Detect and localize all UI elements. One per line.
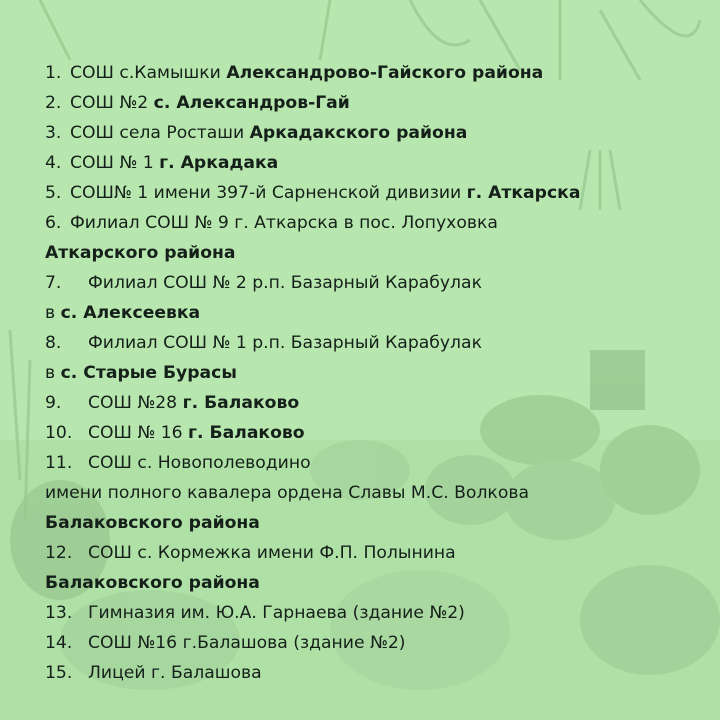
list-item: 12. СОШ с. Кормежка имени Ф.П. Полынина bbox=[45, 538, 456, 568]
list-item: 5. СОШ№ 1 имени 397-й Сарненской дивизии г. Аткарска bbox=[45, 178, 580, 208]
list-item: 2. СОШ №2 с. Александров-Гай bbox=[45, 88, 350, 118]
item-number: 12. bbox=[45, 543, 73, 563]
item-number: 9. bbox=[45, 393, 62, 413]
list-item: 1. СОШ с.Камышки Александрово-Гайского района bbox=[45, 58, 543, 88]
list-item: 10. СОШ № 16 г. Балаково bbox=[45, 418, 305, 448]
item-number: 15. bbox=[45, 663, 73, 683]
item-number: 10. bbox=[45, 423, 73, 443]
list-item-continuation: в с. Алексеевка bbox=[45, 303, 201, 323]
list-item: 11. СОШ с. Новополеводино bbox=[45, 448, 311, 478]
list-item-continuation: в с. Старые Бурасы bbox=[45, 363, 237, 383]
list-item: 14. СОШ №16 г.Балашова (здание №2) bbox=[45, 628, 406, 658]
item-number: 7. bbox=[45, 273, 62, 293]
item-number: 5. bbox=[45, 183, 62, 203]
item-number: 8. bbox=[45, 333, 62, 353]
item-number: 14. bbox=[45, 633, 73, 653]
list-item: 4. СОШ № 1 г. Аркадака bbox=[45, 148, 278, 178]
item-number: 1. bbox=[45, 63, 62, 83]
item-number: 6. bbox=[45, 213, 62, 233]
item-number: 3. bbox=[45, 123, 62, 143]
list-item-continuation: Аткарского района bbox=[45, 243, 236, 263]
list-item: 6. Филиал СОШ № 9 г. Аткарска в пос. Лопуховка bbox=[45, 208, 498, 238]
list-item: 13. Гимназия им. Ю.А. Гарнаева (здание №2) bbox=[45, 598, 465, 628]
list-item: 3. СОШ села Росташи Аркадакского района bbox=[45, 118, 467, 148]
list-item-continuation: имени полного кавалера ордена Славы М.С. Волкова bbox=[45, 483, 529, 503]
list-item-continuation: Балаковского района bbox=[45, 513, 260, 533]
item-number: 4. bbox=[45, 153, 62, 173]
list-item: 8. Филиал СОШ № 1 р.п. Базарный Карабулак bbox=[45, 328, 482, 358]
item-number: 11. bbox=[45, 453, 73, 473]
item-number: 2. bbox=[45, 93, 62, 113]
list-item: 7. Филиал СОШ № 2 р.п. Базарный Карабулак bbox=[45, 268, 482, 298]
list-item: 15. Лицей г. Балашова bbox=[45, 658, 262, 688]
list-item-continuation: Балаковского района bbox=[45, 573, 260, 593]
item-number: 13. bbox=[45, 603, 73, 623]
list-item: 9. СОШ №28 г. Балаково bbox=[45, 388, 299, 418]
